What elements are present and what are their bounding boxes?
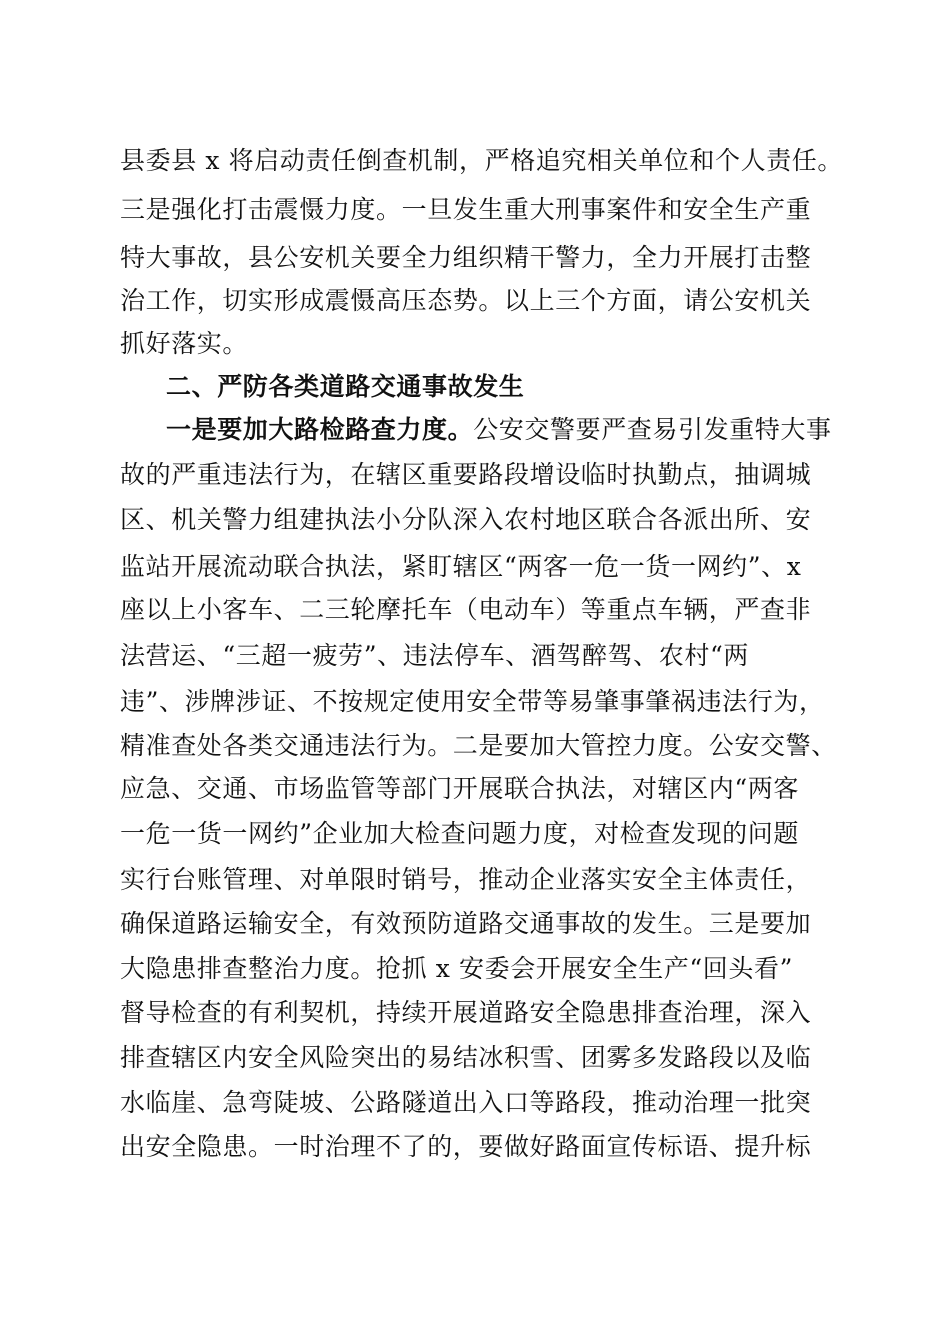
body-text-line: 督导检查的有利契机，持续开展道路安全隐患排查治理，深入 (120, 998, 812, 1027)
body-text-line (166, 413, 832, 447)
body-text-line: 座以上小客车、二三轮摩托车（电动车）等重点车辆，严查非 (120, 595, 812, 624)
body-text-line: 排查辖区内安全风险突出的易结冰积雪、团雾多发路段以及临 (120, 1043, 812, 1072)
body-text-line: 法营运、“三超一疲劳”、违法停车、酒驾醉驾、农村“两 (120, 641, 749, 670)
body-text-line: 故的严重违法行为，在辖区重要路段增设临时执勤点，抽调城 (120, 460, 812, 489)
body-text-line: 确保道路运输安全，有效预防道路交通事故的发生。三是要加 (120, 909, 812, 938)
body-text-line: 大隐患排查整治力度。抢抓 x 安委会开展安全生产“回头看” (120, 954, 793, 983)
body-text-line: 区、机关警力组建执法小分队深入农村地区联合各派出所、安 (120, 505, 812, 534)
body-text-line: 县委县 x 将启动责任倒查机制，严格追究相关单位和个人责任。 (120, 146, 843, 175)
body-text-line: 水临崖、急弯陡坡、公路隧道出入口等路段，推动治理一批突 (120, 1088, 812, 1117)
body-text-line: 治工作，切实形成震慑高压态势。以上三个方面，请公安机关 (120, 286, 812, 315)
body-text-line: 出安全隐患。一时治理不了的，要做好路面宣传标语、提升标 (120, 1132, 812, 1161)
body-text-line: 三是强化打击震慑力度。一旦发生重大刑事案件和安全生产重 (120, 195, 812, 224)
body-text-line: 违”、涉牌涉证、不按规定使用安全带等易肇事肇祸违法行为， (120, 687, 825, 716)
body-text-line: 应急、交通、市场监管等部门开展联合执法，对辖区内“两客 (120, 774, 799, 803)
body-text-line: 精准查处各类交通违法行为。二是要加大管控力度。公安交警、 (120, 731, 837, 760)
body-text-line: 实行台账管理、对单限时销号，推动企业落实安全主体责任， (120, 865, 812, 894)
section-heading: 二、严防各类道路交通事故发生 (166, 372, 525, 401)
subheading-inline: 一是要加大路检路查力度。 (166, 415, 474, 444)
body-text-line: 一危一货一网约”企业加大检查问题力度，对检查发现的问题 (120, 819, 799, 848)
body-text-line: 抓好落实。 (120, 329, 249, 358)
body-text-line: 特大事故，县公安机关要全力组织精干警力，全力开展打击整 (120, 243, 812, 272)
body-text-line: 监站开展流动联合执法，紧盯辖区“两客一危一货一网约”、x (120, 552, 802, 581)
body-text-fragment: 公安交警要严查易引发重特大事 (473, 415, 832, 444)
